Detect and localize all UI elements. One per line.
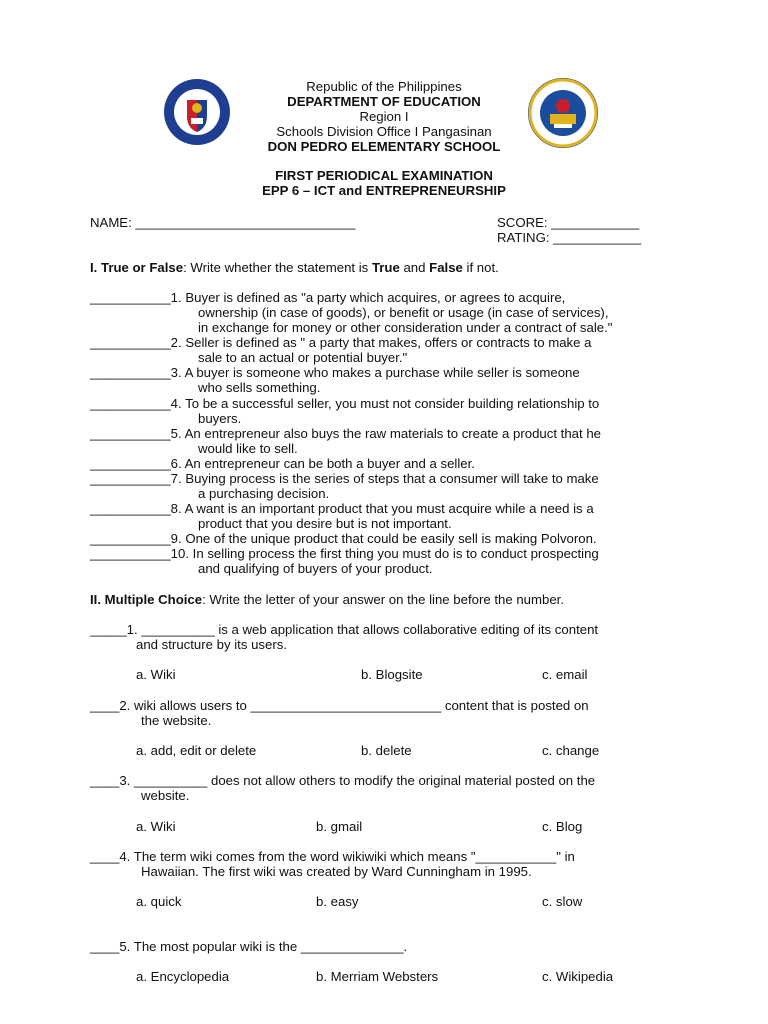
score-field[interactable]: SCORE: ____________ bbox=[497, 215, 640, 230]
mc-item-4-cont: Hawaiian. The first wiki was created by Ward Cunningham in 1995. bbox=[141, 864, 532, 879]
exam-title: FIRST PERIODICAL EXAMINATION bbox=[275, 168, 493, 183]
mc-4-choice-a[interactable]: a. quick bbox=[136, 894, 182, 909]
mc-item-3: ____3. __________ does not allow others to modify the original material posted on the bbox=[90, 773, 596, 788]
part1-instr-and: and bbox=[399, 260, 430, 275]
part1-instr-b: if not. bbox=[462, 260, 499, 275]
mc-1-choice-c[interactable]: c. email bbox=[542, 667, 588, 682]
part2-title: II. Multiple Choice bbox=[90, 592, 203, 607]
mc-3-choice-a[interactable]: a. Wiki bbox=[136, 819, 176, 834]
header-division: Schools Division Office I Pangasinan bbox=[276, 124, 492, 139]
header-department: DEPARTMENT OF EDUCATION bbox=[287, 94, 481, 109]
mc-item-2-cont: the website. bbox=[141, 713, 212, 728]
part1-title: I. True or False bbox=[90, 260, 184, 275]
tf-item-3-cont: who sells something. bbox=[198, 380, 321, 395]
part2-instructions bbox=[90, 592, 564, 607]
part1-instr-true: True bbox=[371, 260, 400, 275]
tf-item-10: ___________10. In selling process the first thing you must do is to conduct prospecting bbox=[90, 546, 599, 561]
tf-item-8-cont: product that you desire but is not important. bbox=[198, 516, 452, 531]
tf-item-8: ___________8. A want is an important product that you must acquire while a need is a bbox=[90, 501, 594, 516]
rating-field[interactable]: RATING: ____________ bbox=[497, 230, 642, 245]
mc-2-choice-c[interactable]: c. change bbox=[542, 743, 600, 758]
mc-3-choice-c[interactable]: c. Blog bbox=[542, 819, 583, 834]
tf-item-6: ___________6. An entrepreneur can be both a buyer and a seller. bbox=[90, 456, 475, 471]
name-field[interactable]: NAME: ______________________________ bbox=[90, 215, 356, 230]
part1-instr-false: False bbox=[429, 260, 463, 275]
mc-item-2: ____2. wiki allows users to __________________________ content that is posted on bbox=[90, 698, 589, 713]
tf-item-1-cont: ownership (in case of goods), or benefit or usage (in case of services), bbox=[198, 305, 609, 320]
tf-item-1-cont: in exchange for money or other consideration under a contract of sale." bbox=[198, 320, 613, 335]
mc-item-1-cont: and structure by its users. bbox=[136, 637, 287, 652]
header-republic: Republic of the Philippines bbox=[306, 79, 462, 94]
tf-item-2: ___________2. Seller is defined as " a party that makes, offers or contracts to make a bbox=[90, 335, 592, 350]
mc-item-4: ____4. The term wiki comes from the word wikiwiki which means "___________" in bbox=[90, 849, 575, 864]
tf-item-10-cont: and qualifying of buyers of your product. bbox=[198, 561, 433, 576]
tf-item-7-cont: a purchasing decision. bbox=[198, 486, 330, 501]
mc-4-choice-c[interactable]: c. slow bbox=[542, 894, 583, 909]
part1-instructions bbox=[90, 260, 499, 275]
part1-instr-a: : Write whether the statement is bbox=[183, 260, 372, 275]
mc-1-choice-b[interactable]: b. Blogsite bbox=[361, 667, 423, 682]
header-school: DON PEDRO ELEMENTARY SCHOOL bbox=[267, 139, 501, 154]
mc-2-choice-a[interactable]: a. add, edit or delete bbox=[136, 743, 257, 758]
mc-item-3-cont: website. bbox=[141, 788, 190, 803]
mc-5-choice-c[interactable]: c. Wikipedia bbox=[542, 969, 614, 984]
mc-3-choice-b[interactable]: b. gmail bbox=[316, 819, 363, 834]
mc-2-choice-b[interactable]: b. delete bbox=[361, 743, 412, 758]
mc-4-choice-b[interactable]: b. easy bbox=[316, 894, 359, 909]
tf-item-1: ___________1. Buyer is defined as "a party which acquires, or agrees to acquire, bbox=[90, 290, 566, 305]
mc-5-choice-a[interactable]: a. Encyclopedia bbox=[136, 969, 230, 984]
tf-item-9: ___________9. One of the unique product that could be easily sell is making Polvoron. bbox=[90, 531, 597, 546]
tf-item-2-cont: sale to an actual or potential buyer." bbox=[198, 350, 408, 365]
mc-item-1: _____1. __________ is a web application that allows collaborative editing of its content bbox=[90, 622, 599, 637]
tf-item-7: ___________7. Buying process is the series of steps that a consumer will take to make bbox=[90, 471, 599, 486]
header-region: Region I bbox=[359, 109, 409, 124]
tf-item-3: ___________3. A buyer is someone who makes a purchase while seller is someone bbox=[90, 365, 580, 380]
part2-instr: : Write the letter of your answer on the line before the number. bbox=[202, 592, 564, 607]
exam-subject: EPP 6 – ICT and ENTREPRENEURSHIP bbox=[262, 183, 506, 198]
tf-item-4: ___________4. To be a successful seller, you must not consider building relationship to bbox=[90, 396, 600, 411]
mc-item-5: ____5. The most popular wiki is the ______________. bbox=[90, 939, 408, 954]
tf-item-5: ___________5. An entrepreneur also buys the raw materials to create a product that he bbox=[90, 426, 601, 441]
mc-5-choice-b[interactable]: b. Merriam Websters bbox=[316, 969, 439, 984]
tf-item-5-cont: would like to sell. bbox=[198, 441, 298, 456]
mc-1-choice-a[interactable]: a. Wiki bbox=[136, 667, 176, 682]
tf-item-4-cont: buyers. bbox=[198, 411, 242, 426]
